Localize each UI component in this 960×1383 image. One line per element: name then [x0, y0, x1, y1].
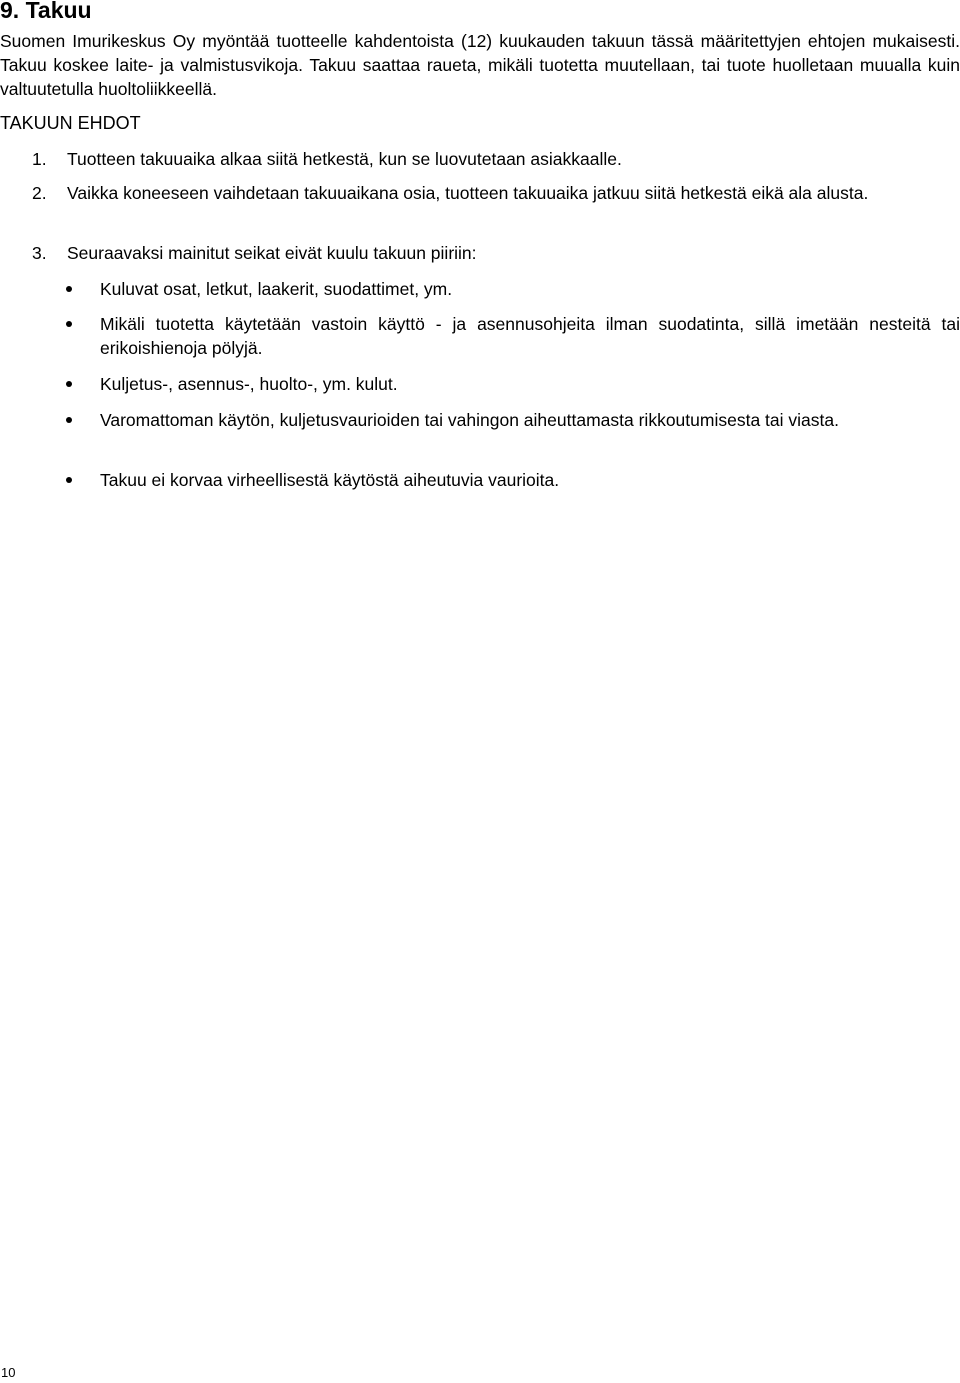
- terms-item-2: [32, 181, 960, 205]
- terms-item-number: 2.: [32, 183, 47, 203]
- exclusion-list-item: [100, 408, 960, 432]
- bullet-icon: [66, 321, 72, 327]
- bullet-icon: [66, 286, 72, 292]
- exclusion-text: Takuu ei korvaa virheellisestä käytöstä aiheutuvia vaurioita.: [100, 470, 560, 490]
- exclusion-text: Kuljetus-, asennus-, huolto-, ym. kulut.: [100, 374, 398, 394]
- terms-item-number: 3.: [32, 243, 47, 263]
- bullet-icon: [66, 477, 72, 483]
- exclusion-text: Mikäli tuotetta käytetään vastoin käyttö - ja asennusohjeita ilman suodatinta, sillä imetään nesteitä tai erikoishienoja pölyjä.: [100, 314, 960, 358]
- terms-item-text: Seuraavaksi mainitut seikat eivät kuulu takuun piiriin:: [67, 243, 477, 263]
- terms-item-number: 1.: [32, 149, 47, 169]
- terms-item-1: [32, 147, 960, 171]
- terms-item-text: Tuotteen takuuaika alkaa siitä hetkestä, kun se luovutetaan asiakkaalle.: [67, 149, 622, 169]
- exclusion-list-item: [100, 312, 960, 360]
- bullet-icon: [66, 417, 72, 423]
- section-heading: 9. Takuu: [0, 0, 92, 23]
- exclusion-list-item: [100, 468, 960, 492]
- intro-paragraph: Suomen Imurikeskus Oy myöntää tuotteelle kahdentoista (12) kuukauden takuun tässä määritettyjen ehtojen mukaisesti. Takuu koskee laite- ja valmistusvikoja. Takuu saattaa raueta, mikäli tuotetta muutellaan, tai tuote huolletaan muualla kuin valtuutetulla huoltoliikkeellä.: [0, 31, 960, 99]
- exclusion-text: Varomattoman käytön, kuljetusvaurioiden tai vahingon aiheuttamasta rikkoutumisesta tai viasta.: [100, 410, 839, 430]
- terms-item-3: [32, 241, 960, 265]
- exclusion-list-item: [100, 277, 960, 301]
- bullet-icon: [66, 381, 72, 387]
- terms-heading: TAKUUN EHDOT: [0, 113, 141, 133]
- page-number: 10: [1, 1365, 16, 1380]
- terms-item-text: Vaikka koneeseen vaihdetaan takuuaikana osia, tuotteen takuuaika jatkuu siitä hetkestä eikä ala alusta.: [67, 183, 869, 203]
- exclusion-list-item: [100, 372, 960, 396]
- exclusion-text: Kuluvat osat, letkut, laakerit, suodattimet, ym.: [100, 279, 453, 299]
